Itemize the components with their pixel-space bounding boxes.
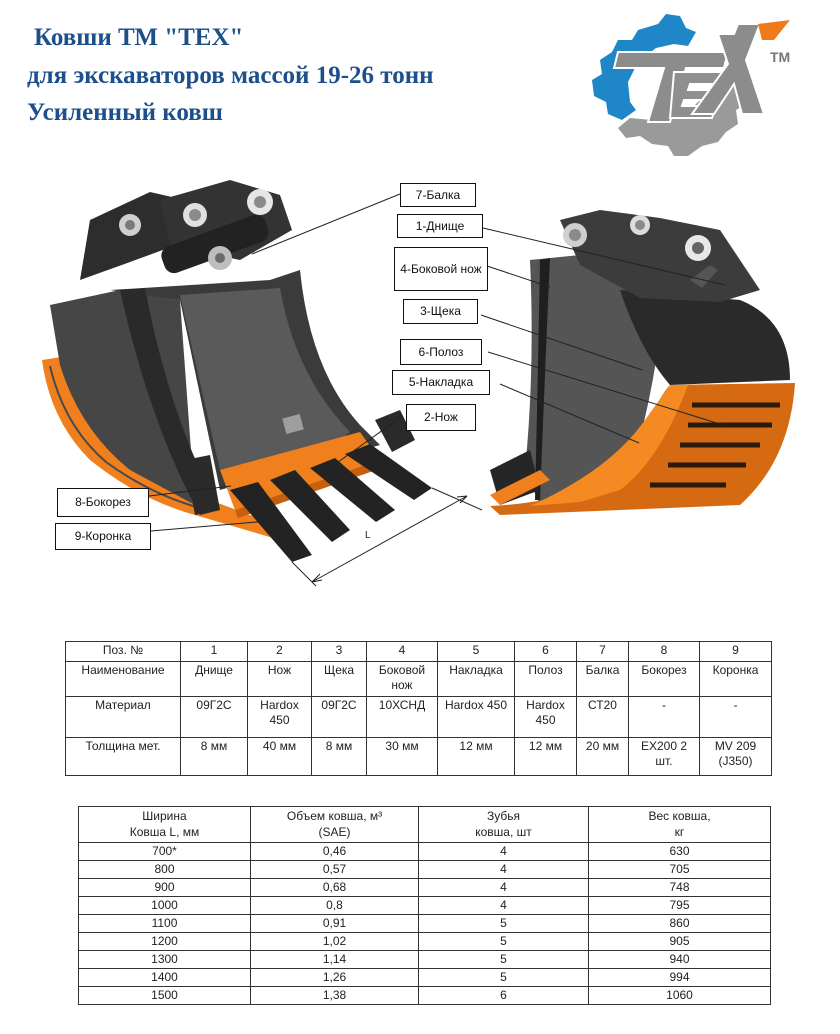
callout-5-wear-plate: 5-Накладка — [392, 370, 490, 395]
cell-width: 1400 — [79, 969, 251, 987]
table-row — [79, 951, 771, 969]
cell: 30 мм — [367, 738, 438, 776]
cell-width: 1500 — [79, 987, 251, 1005]
cell-weight: 748 — [589, 879, 771, 897]
cell: Днище — [181, 662, 248, 697]
cell-weight: 994 — [589, 969, 771, 987]
callout-1-bottom: 1-Днище — [397, 214, 483, 238]
cell: 8 — [629, 642, 700, 662]
cell-width: 1000 — [79, 897, 251, 915]
cell: Hardox 450 — [248, 697, 312, 738]
title-line-excavator-class: для экскаваторов массой 19-26 тонн — [27, 62, 434, 89]
bucket-sizes-table — [78, 806, 771, 1005]
title-line-bucket-type: Усиленный ковш — [27, 99, 223, 126]
cell-width: 1300 — [79, 951, 251, 969]
gear-logo-icon — [578, 10, 793, 160]
row-label: Материал — [66, 697, 181, 738]
table-row — [79, 969, 771, 987]
cell: Балка — [577, 662, 629, 697]
callout-8-side-cutter: 8-Бокорез — [57, 488, 149, 517]
cell-volume: 1,38 — [251, 987, 419, 1005]
parts-row-name — [66, 662, 772, 697]
cell-volume: 1,26 — [251, 969, 419, 987]
cell: 1 — [181, 642, 248, 662]
callout-9-tooth: 9-Коронка — [55, 523, 151, 550]
cell-weight: 940 — [589, 951, 771, 969]
cell-width: 1100 — [79, 915, 251, 933]
cell-width: 900 — [79, 879, 251, 897]
cell-teeth: 4 — [419, 897, 589, 915]
header-width: Ширина Ковша L, мм — [79, 807, 251, 843]
cell: 8 мм — [181, 738, 248, 776]
table-row — [79, 897, 771, 915]
cell: Полоз — [515, 662, 577, 697]
cell: Бокорез — [629, 662, 700, 697]
cell-teeth: 5 — [419, 933, 589, 951]
cell-width: 800 — [79, 861, 251, 879]
cell-teeth: 5 — [419, 969, 589, 987]
table-row — [79, 879, 771, 897]
trademark-text: TM — [770, 49, 791, 65]
cell: 2 — [248, 642, 312, 662]
cell: - — [629, 697, 700, 738]
cell-volume: 0,68 — [251, 879, 419, 897]
cell: Нож — [248, 662, 312, 697]
cell: 12 мм — [438, 738, 515, 776]
cell: 6 — [515, 642, 577, 662]
table-row — [79, 861, 771, 879]
cell-width: 700* — [79, 843, 251, 861]
cell: 3 — [312, 642, 367, 662]
cell: СТ20 — [577, 697, 629, 738]
cell-width: 1200 — [79, 933, 251, 951]
parts-row-material — [66, 697, 772, 738]
cell: Накладка — [438, 662, 515, 697]
cell: Боковой нож — [367, 662, 438, 697]
cell-teeth: 4 — [419, 879, 589, 897]
table-row — [79, 843, 771, 861]
header-weight: Вес ковша, кг — [589, 807, 771, 843]
cell: 4 — [367, 642, 438, 662]
cell-teeth: 5 — [419, 951, 589, 969]
cell-volume: 1,14 — [251, 951, 419, 969]
callout-4-side-knife: 4-Боковой нож — [394, 247, 488, 291]
cell-weight: 705 — [589, 861, 771, 879]
sizes-header-row — [79, 807, 771, 843]
cell-volume: 0,57 — [251, 861, 419, 879]
tex-logo — [578, 10, 793, 160]
cell: 9 — [700, 642, 772, 662]
dimension-l-label: L — [365, 530, 371, 541]
cell-teeth: 4 — [419, 861, 589, 879]
cell-volume: 0,46 — [251, 843, 419, 861]
cell: 5 — [438, 642, 515, 662]
cell: Щека — [312, 662, 367, 697]
parts-row-position — [66, 642, 772, 662]
table-row — [79, 987, 771, 1005]
cell: 8 мм — [312, 738, 367, 776]
cell: 7 — [577, 642, 629, 662]
row-label: Поз. № — [66, 642, 181, 662]
header-volume: Объем ковша, м³ (SAE) — [251, 807, 419, 843]
parts-table — [65, 641, 772, 776]
cell-weight: 905 — [589, 933, 771, 951]
cell: 09Г2С — [312, 697, 367, 738]
callout-7-beam: 7-Балка — [400, 183, 476, 207]
cell: EX200 2 шт. — [629, 738, 700, 776]
table-row — [79, 915, 771, 933]
cell: 09Г2С — [181, 697, 248, 738]
row-label: Наименование — [66, 662, 181, 697]
cell: Hardox 450 — [515, 697, 577, 738]
parts-row-thickness — [66, 738, 772, 776]
cell-teeth: 4 — [419, 843, 589, 861]
cell-teeth: 6 — [419, 987, 589, 1005]
callout-2-knife: 2-Нож — [406, 404, 476, 431]
title-line-brand: Ковши ТМ "ТЕХ" — [34, 24, 244, 51]
cell-teeth: 5 — [419, 915, 589, 933]
cell: Hardox 450 — [438, 697, 515, 738]
cell: MV 209 (J350) — [700, 738, 772, 776]
cell: 10ХСНД — [367, 697, 438, 738]
cell-weight: 795 — [589, 897, 771, 915]
callout-3-cheek: 3-Щека — [403, 299, 478, 324]
cell: 12 мм — [515, 738, 577, 776]
cell: 40 мм — [248, 738, 312, 776]
bucket-rear-view — [490, 210, 795, 515]
cell-weight: 1060 — [589, 987, 771, 1005]
callout-6-runner: 6-Полоз — [400, 339, 482, 365]
cell-weight: 860 — [589, 915, 771, 933]
cell: Коронка — [700, 662, 772, 697]
cell: - — [700, 697, 772, 738]
header-teeth: Зубья ковша, шт — [419, 807, 589, 843]
cell-volume: 0,91 — [251, 915, 419, 933]
cell: 20 мм — [577, 738, 629, 776]
cell-volume: 1,02 — [251, 933, 419, 951]
table-row — [79, 933, 771, 951]
cell-volume: 0,8 — [251, 897, 419, 915]
cell-weight: 630 — [589, 843, 771, 861]
row-label: Толщина мет. — [66, 738, 181, 776]
